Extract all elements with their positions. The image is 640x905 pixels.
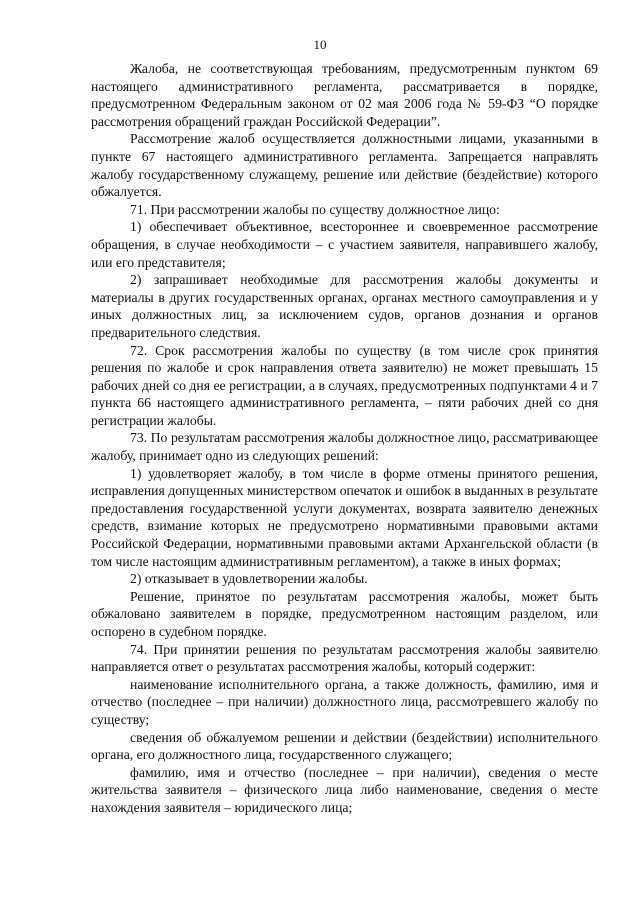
paragraph: наименование исполнительного органа, а также должность, фамилию, имя и отчество (последнее – при наличии) должностного лица, рассмотревшего жалобу по существу; [91,676,598,727]
paragraph: 1) удовлетворяет жалобу, в том числе в форме отмены принятого решения, исправления допущенных министерством опечаток и ошибок в выданных в результате предоставления государственной услуги документах, возврата заявителю денежных средств, взимание которых не предусмотрено нормативными правовыми актами Российской Федерации, нормативными правовыми актами Архангельской области (в том числе настоящим административным регламентом), а также в иных формах; [91,465,598,569]
paragraph: 73. По результатам рассмотрения жалобы должностное лицо, рассматривающее жалобу, принимает одно из следующих решений: [91,430,598,464]
paragraph: 71. При рассмотрении жалобы по существу должностное лицо: [130,201,500,217]
paragraph: 72. Срок рассмотрения жалобы по существу (в том числе срок принятия решения по жалобе и срок направления ответа заявителю) не может превышать 15 рабочих дней со дня ее регистрации, а в случаях, предусмотренных подпунктами 4 и 7 пункта 66 настоящего административного регламента, – пяти рабочих дней со дня регистрации жалобы. [91,342,598,428]
paragraph: Рассмотрение жалоб осуществляется должностными лицами, указанными в пункте 67 настоящего административного регламента. Запрещается направлять жалобу государственному служащему, решение или действие (бездействие) которого обжалуется. [91,131,598,200]
paragraph: 2) запрашивает необходимые для рассмотрения жалобы документы и материалы в других государственных органах, органах местного самоуправления и у иных должностных лиц, за исключением судов, органов дознания и органов предварительного следствия. [91,272,598,340]
paragraph: фамилию, имя и отчество (последнее – при наличии), сведения о месте жительства заявителя – физического лица либо наименование, сведения о месте нахождения заявителя – юридического лица; [91,764,598,815]
paragraph: Решение, принятое по результатам рассмотрения жалобы, может быть обжаловано заявителем в порядке, предусмотренном настоящим разделом, или оспорено в судебном порядке. [91,588,598,639]
paragraph: Жалоба, не соответствующая требованиям, предусмотренным пунктом 69 настоящего административного регламента, рассматривается в порядке, предусмотренном Федеральным законом от 02 мая 2006 года № 59-ФЗ “О порядке рассмотрения обращений граждан Российской Федерации”. [91,61,598,129]
paragraph: 74. При принятии решения по результатам рассмотрения жалобы заявителю направляется ответ о результатах рассмотрения жалобы, который содержит: [91,641,598,675]
paragraph: 2) отказывает в удовлетворении жалобы. [130,571,368,587]
document-body [91,60,598,817]
paragraph: 1) обеспечивает объективное, всестороннее и своевременное рассмотрение обращения, в случае необходимости – с участием заявителя, направившего жалобу, или его представителя; [91,219,598,270]
page-number: 10 [313,37,327,52]
paragraph: сведения об обжалуемом решении и действии (бездействии) исполнительного органа, его должностного лица, государственного служащего; [91,729,598,763]
